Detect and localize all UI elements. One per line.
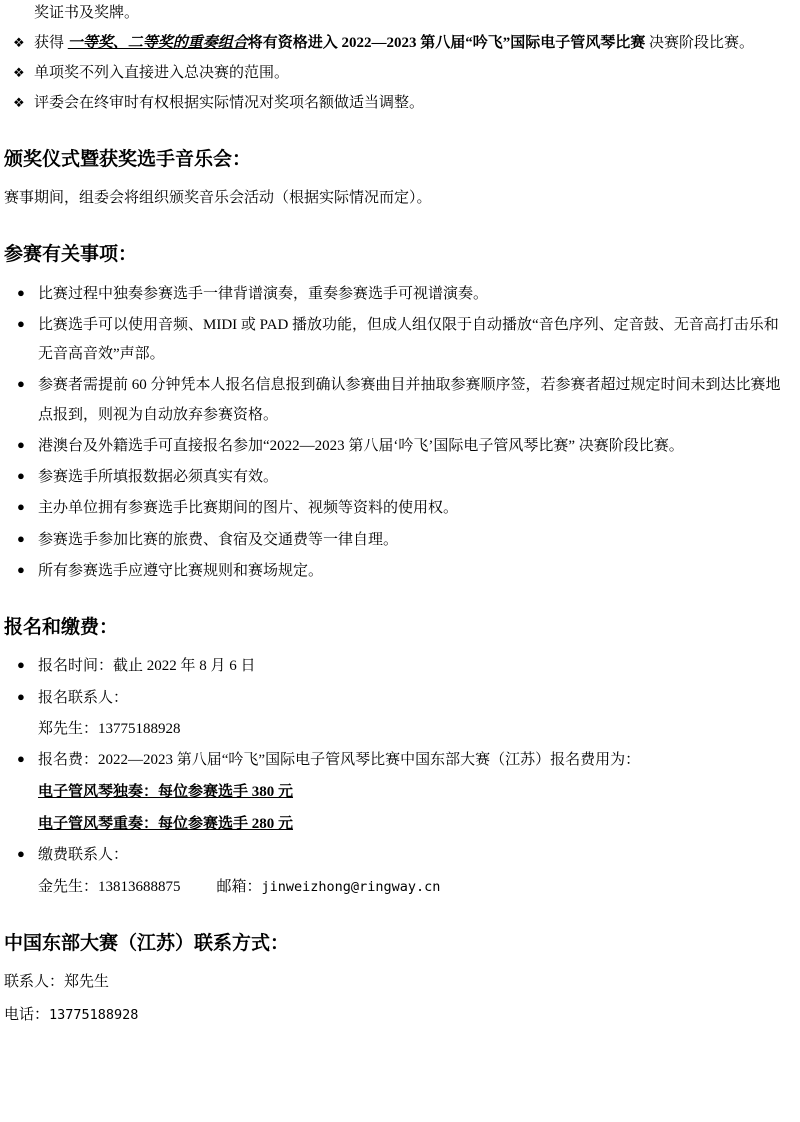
dot-bullet-icon: ● (17, 315, 25, 331)
fee-solo-text: 电子管风琴独奏：每位参赛选手 380 元 (38, 784, 294, 801)
list-item (4, 746, 786, 775)
list-item (4, 526, 786, 555)
diamond-bullet-icon: ❖ (13, 65, 25, 80)
ceremony-body-text: 赛事期间，组委会将组织颁奖音乐会活动（根据实际情况而定）。 (4, 189, 432, 206)
east-contact-phone-label: 电话： (4, 1006, 50, 1023)
section-title-notes: 参赛有关事项： (4, 243, 138, 266)
note-text: 所有参赛选手应遵守比赛规则和赛场规定。 (38, 562, 324, 579)
diamond-bullet-icon: ❖ (13, 35, 25, 51)
award-item-text: 单项奖不列入直接进入总决赛的范围。 (34, 65, 290, 81)
dot-bullet-icon: ● (17, 436, 25, 452)
notes-list (4, 280, 786, 587)
dot-bullet-icon: ● (17, 561, 25, 577)
payment-contact-list (4, 841, 786, 870)
list-item (4, 371, 786, 430)
list-item (4, 684, 786, 713)
payment-contact-row (38, 873, 786, 902)
registration-list (4, 652, 786, 713)
dot-bullet-icon: ● (17, 751, 25, 767)
list-item (4, 432, 786, 461)
section-title-east-contact: 中国东部大赛（江苏）联系方式： (4, 931, 290, 954)
east-contact-phone-value: 13775188928 (49, 1006, 139, 1023)
award-item-pre: 获得 (34, 35, 68, 52)
list-item (4, 557, 786, 586)
award-item-text: 评委会在终审时有权根据实际情况对奖项名额做适当调整。 (34, 94, 425, 111)
note-text: 参赛者需提前 60 分钟凭本人报名信息报到确认参赛曲目并抽取参赛顺序签，若参赛者超过规定时间未到达比赛地点报到，则视为自动放弃参赛资格。 (38, 377, 781, 423)
award-diamond-list (4, 30, 786, 117)
dot-bullet-icon: ● (17, 846, 25, 862)
note-text: 港澳台及外籍选手可直接报名参加“2022—2023 第八届‘吟飞’国际电子管风琴比赛” 决赛阶段比赛。 (38, 437, 684, 454)
list-item (4, 463, 786, 492)
note-text: 参赛选手参加比赛的旅费、食宿及交通费等一律自理。 (38, 531, 399, 548)
award-item-tail: 决赛阶段比赛。 (645, 35, 755, 52)
dot-bullet-icon: ● (17, 468, 25, 484)
dot-bullet-icon: ● (17, 284, 25, 300)
diamond-bullet-icon: ❖ (13, 94, 25, 110)
fee-intro-text: 报名费：2022—2023 第八届“吟飞”国际电子管风琴比赛中国东部大赛（江苏）报名费用为： (38, 752, 641, 769)
fee-ensemble-text: 电子管风琴重奏：每位参赛选手 280 元 (38, 816, 294, 833)
award-item-bold: 将有资格进入 2022—2023 第八届“吟飞”国际电子管风琴比赛 (247, 35, 646, 52)
note-text: 比赛选手可以使用音频、MIDI 或 PAD 播放功能，但成人组仅限于自动播放“音色序列、定音鼓、无音高打击乐和无音高音效”声部。 (38, 316, 779, 363)
payment-email-value: jinweizhong@ringway.cn (261, 878, 441, 895)
dot-bullet-icon: ● (17, 376, 25, 392)
list-item (4, 494, 786, 523)
note-text: 比赛过程中独奏参赛选手一律背谱演奏，重奏参赛选手可视谱演奏。 (38, 285, 489, 302)
section-title-ceremony: 颁奖仪式暨获奖选手音乐会： (4, 147, 252, 170)
east-contact-phone-row (4, 1001, 786, 1030)
award-item-emphasis: 一等奖、二等奖的重奏组合 (67, 35, 248, 52)
list-item (4, 280, 786, 309)
dot-bullet-icon: ● (17, 499, 25, 515)
list-item (4, 311, 786, 370)
section-title-registration: 报名和缴费： (4, 616, 119, 639)
dot-bullet-icon: ● (17, 530, 25, 546)
payment-contact-label: 缴费联系人： (38, 847, 129, 864)
registration-contact-label: 报名联系人： (38, 689, 129, 706)
dot-bullet-icon: ● (17, 657, 25, 673)
list-item (4, 841, 786, 870)
payment-contact-name: 金先生：13813688875 (38, 878, 181, 895)
list-item (4, 90, 786, 118)
dot-bullet-icon: ● (17, 688, 25, 704)
fee-list (4, 746, 786, 775)
payment-email-label: 邮箱： (216, 878, 262, 895)
note-text: 主办单位拥有参赛选手比赛期间的图片、视频等资料的使用权。 (38, 500, 459, 517)
top-fragment-text: 奖证书及奖牌。 (34, 5, 140, 21)
list-item (4, 652, 786, 681)
east-contact-person: 联系人：郑先生 (4, 974, 110, 991)
list-item (4, 30, 786, 58)
list-item (4, 60, 786, 88)
registration-contact-value: 郑先生：13775188928 (38, 720, 181, 737)
note-text: 参赛选手所填报数据必须真实有效。 (38, 469, 279, 486)
registration-time-text: 报名时间：截止 2022 年 8 月 6 日 (38, 658, 256, 675)
